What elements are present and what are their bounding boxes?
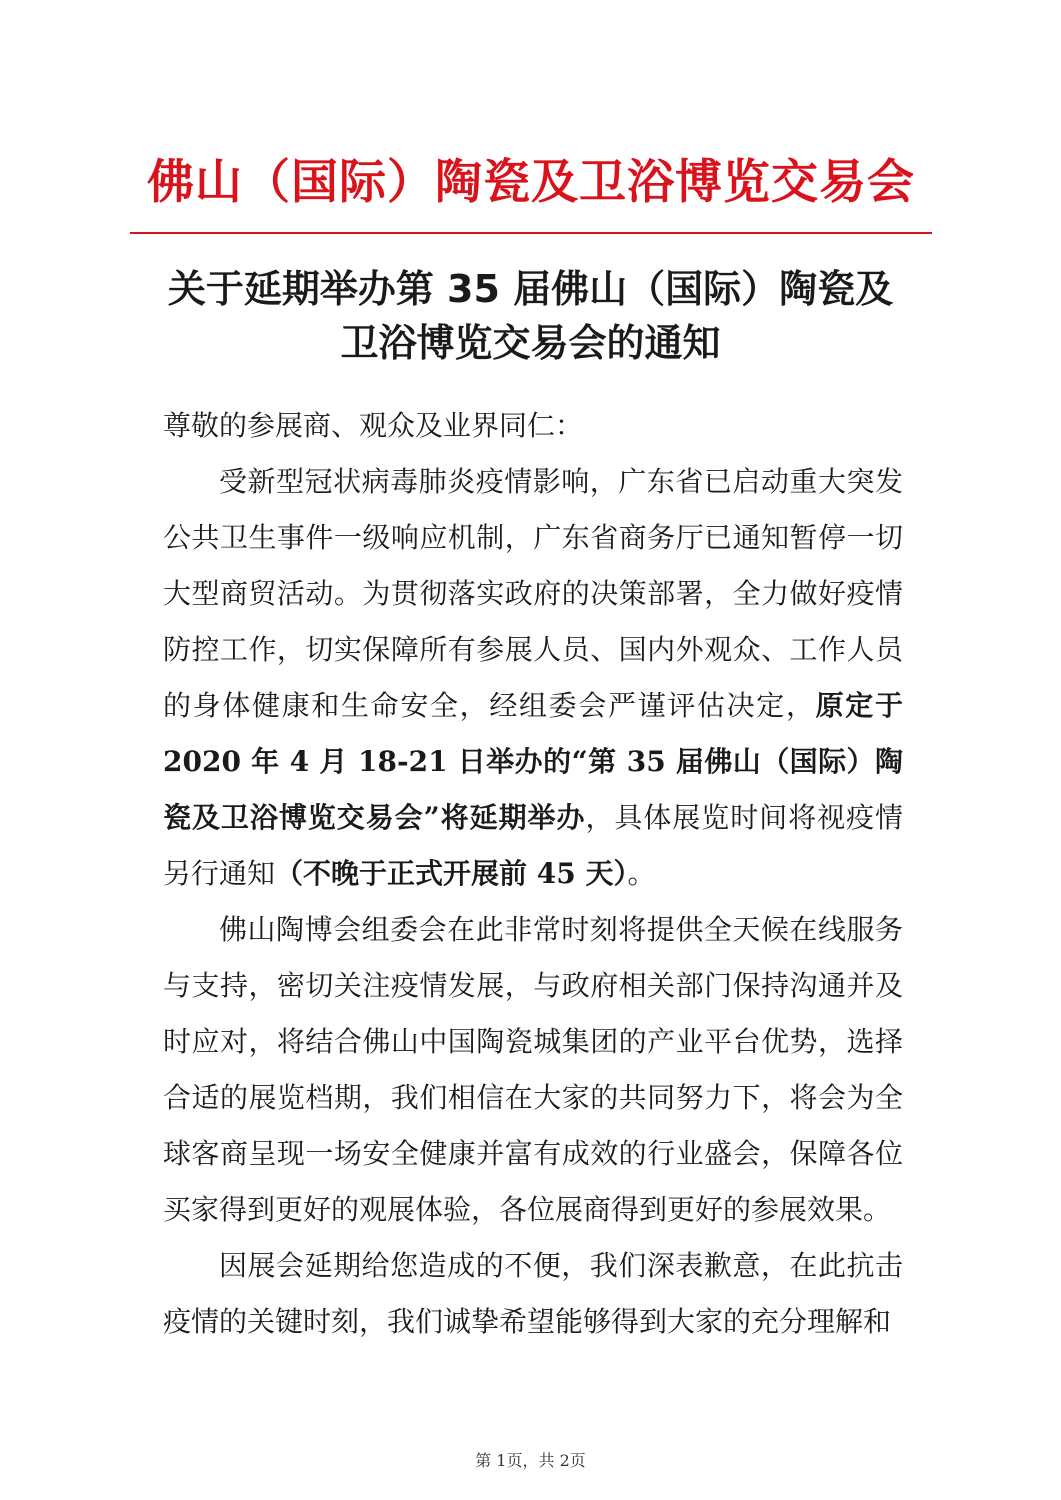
document-body <box>163 398 903 1350</box>
salutation: 尊敬的参展商、观众及业界同仁： <box>163 409 584 442</box>
paragraph-3: 因展会延期给您造成的不便，我们深表歉意，在此抗击疫情的关键时刻，我们诚挚希望能够得到大家的充分理解和 <box>163 1249 903 1338</box>
document-title-line-1: 关于延期举办第 35 届佛山（国际）陶瓷及 <box>167 267 894 311</box>
document-title <box>100 262 961 370</box>
organization-header: 佛山（国际）陶瓷及卫浴博览交易会 <box>147 155 915 210</box>
paragraph-1 <box>163 454 903 902</box>
paragraph-2: 佛山陶博会组委会在此非常时刻将提供全天候在线服务与支持，密切关注疫情发展，与政府相关部门保持沟通并及时应对，将结合佛山中国陶瓷城集团的产业平台优势，选择合适的展览档期，我们相信在大家的共同努力下，将会为全球客商呈现一场安全健康并富有成效的行业盛会，保障各位买家得到更好的观展体验，各位展商得到更好的参展效果。 <box>163 913 903 1226</box>
paragraph-1-bold-notice-period: （不晚于正式开展前 45 天） <box>275 857 628 890</box>
paragraph-1-text: 受新型冠状病毒肺炎疫情影响，广东省已启动重大突发公共卫生事件一级响应机制，广东省商务厅已通知暂停一切大型商贸活动。为贯彻落实政府的决策部署，全力做好疫情防控工作，切实保障所有参展人员、国内外观众、工作人员的身体健康和生命安全，经组委会严谨评估决定， <box>163 465 903 722</box>
paragraph-1-bold-postponement: 原定于 2020 年 4 月 18-21 日举办的“第 35 届佛山（国际）陶瓷及卫浴博览交易会”将延期举办 <box>163 689 903 834</box>
document-title-line-2: 卫浴博览交易会的通知 <box>340 321 721 365</box>
header-divider <box>130 232 932 234</box>
paragraph-1-middle: ，具体展览时间将视疫情另行通知 <box>163 801 903 890</box>
paragraph-1-end: 。 <box>627 857 656 890</box>
page-indicator: 第 1页，共 2页 <box>475 1451 586 1470</box>
